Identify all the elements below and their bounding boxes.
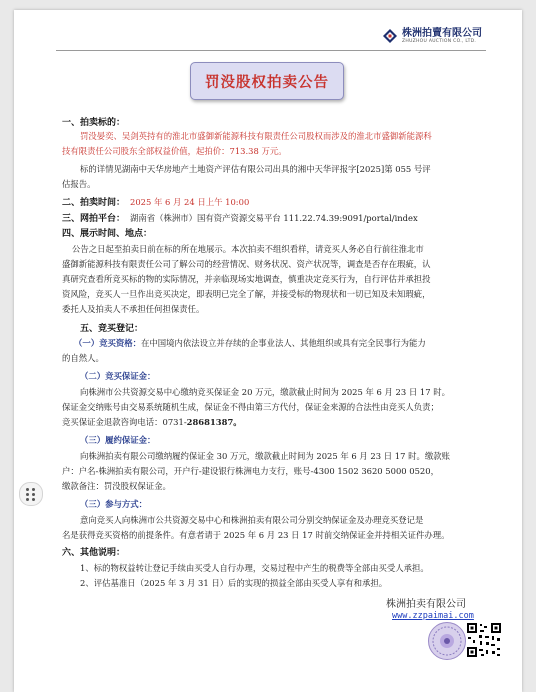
qr-code-icon — [466, 622, 502, 658]
s1-line-1: 罚没晏奕、吴剑英持有的淮北市盛御新能源科技有限责任公司股权而涉及的淮北市盛御新能源科 — [80, 131, 432, 141]
header-divider — [56, 50, 486, 51]
company-logo — [382, 28, 482, 44]
s4-line-5: 委托人及拍卖人不承担任何担保责任。 — [62, 304, 205, 314]
q3-line-3: 缴款备注：罚没股权保证金。 — [62, 481, 171, 491]
logo-company-cn: 株洲拍賣有限公司 — [402, 28, 482, 39]
q3-line-1: 向株洲拍卖有限公司缴纳履约保证金 30 万元，缴款截止时间为 2025 年 6 月 23 日 17 时。缴款账 — [80, 451, 450, 461]
s6-line-2: 2、评估基准日（2025 年 3 月 31 日）后的实现的损益全部由买受人享有和承担。 — [80, 578, 388, 588]
q2-phone-row — [62, 415, 242, 430]
section-4-heading: 四、展示时间、地点： — [62, 229, 153, 239]
wechat-mini-program-code — [428, 622, 466, 660]
s4-line-1: 公告之日起至拍卖日前在标的所在地展示。本次拍卖不组织看样，请竞买人务必自行前往淮北市 — [72, 244, 424, 254]
q1-text: 在中国境内依法设立并存续的企事业法人、其他组织或具有完全民事行为能力 — [141, 338, 426, 348]
s4-line-4: 资风险，竞买人一旦作出竞买决定，即表明已完全了解，并接受标的物现状和一切已知及未知瑕疵， — [62, 289, 431, 299]
q2-label: （二）竞买保证金： — [80, 371, 156, 381]
auction-time: 2025 年 6 月 24 日上午 10:00 — [130, 197, 250, 207]
q3-label: （三）履约保证金： — [80, 435, 156, 445]
q1-line-2: 的自然人。 — [62, 353, 104, 363]
section-6-heading: 六、其他说明： — [62, 548, 126, 558]
s1-line-2: 技有限责任公司股东全部权益价值，起拍价：713.38 万元。 — [62, 146, 287, 156]
q1-label: （一）竞买资格： — [74, 338, 141, 348]
document-page — [14, 10, 522, 692]
s4-line-2: 盛御新能源科技有限责任公司了解公司的经营情况、财务状况、资产状况等，调查是否存在瑕疵，认 — [62, 259, 431, 269]
gavel-logo-icon — [382, 28, 398, 44]
page-title: 罚没股权拍卖公告 — [205, 73, 329, 91]
q2-line-1: 向株洲市公共资源交易中心缴纳竞买保证金 20 万元，缴款截止时间为 2025 年 6 月 23 日 17 时。 — [80, 387, 450, 397]
s4-line-3: 真研究查看所竞买标的物的实际情况，并亲临现场实地调查，慎重决定竞买行为，自行评估并承担投 — [62, 274, 431, 284]
logo-company-en: ZHUZHOU AUCTION CO., LTD. — [402, 39, 477, 44]
section-3-heading: 三、网拍平台： — [62, 214, 126, 224]
s1-line-3: 标的详情见湖南中天华房地产土地资产评估有限公司出具的湘中天华评报字[2025]第 055 号评 — [80, 164, 431, 174]
q2-line-2: 保证金交纳账号由交易系统随机生成，保证金不得由第三方代付，保证金来源的合法性由竞买人负责； — [62, 402, 439, 412]
q4-line-1: 意向竞买人向株洲市公共资源交易中心和株洲拍卖有限公司分别交纳保证金及办理竞买登记是 — [80, 515, 424, 525]
auction-platform: 湖南省（株洲市）国有资产资源交易平台 111.22.74.39:9091/portal/index — [130, 213, 418, 223]
q3-line-2: 户：户名-株洲拍卖有限公司，开户行-建设银行株洲电力支行，账号-4300 1502 3620 5000 0520， — [62, 466, 439, 476]
q2-phone: 28681387。 — [186, 417, 242, 427]
drag-handle-icon[interactable] — [19, 482, 43, 506]
footer-website-link[interactable]: www.zzpaimai.com — [392, 611, 474, 621]
q2-phone-prefix: 竞买保证金退款咨询电话：0731- — [62, 417, 187, 427]
q4-label: （三）参与方式： — [80, 499, 147, 509]
footer-company: 株洲拍卖有限公司 — [386, 599, 466, 610]
s1-line-4: 估报告。 — [62, 179, 96, 189]
title-banner — [190, 62, 344, 100]
mini-program-icon — [429, 623, 465, 659]
section-5-heading: 五、竞买登记： — [80, 324, 144, 334]
section-1-heading: 一、拍卖标的： — [62, 118, 126, 128]
section-2-heading: 二、拍卖时间： — [62, 198, 126, 208]
s6-line-1: 1、标的物权益转让登记手续由买受人自行办理，交易过程中产生的税费等全部由买受人承担。 — [80, 563, 429, 573]
q1-row — [74, 336, 426, 351]
q4-line-2: 名是获得竞买资格的前提条件。有意者请于 2025 年 6 月 23 日 17 时前交纳保证金并持相关证件办理。 — [62, 530, 450, 540]
